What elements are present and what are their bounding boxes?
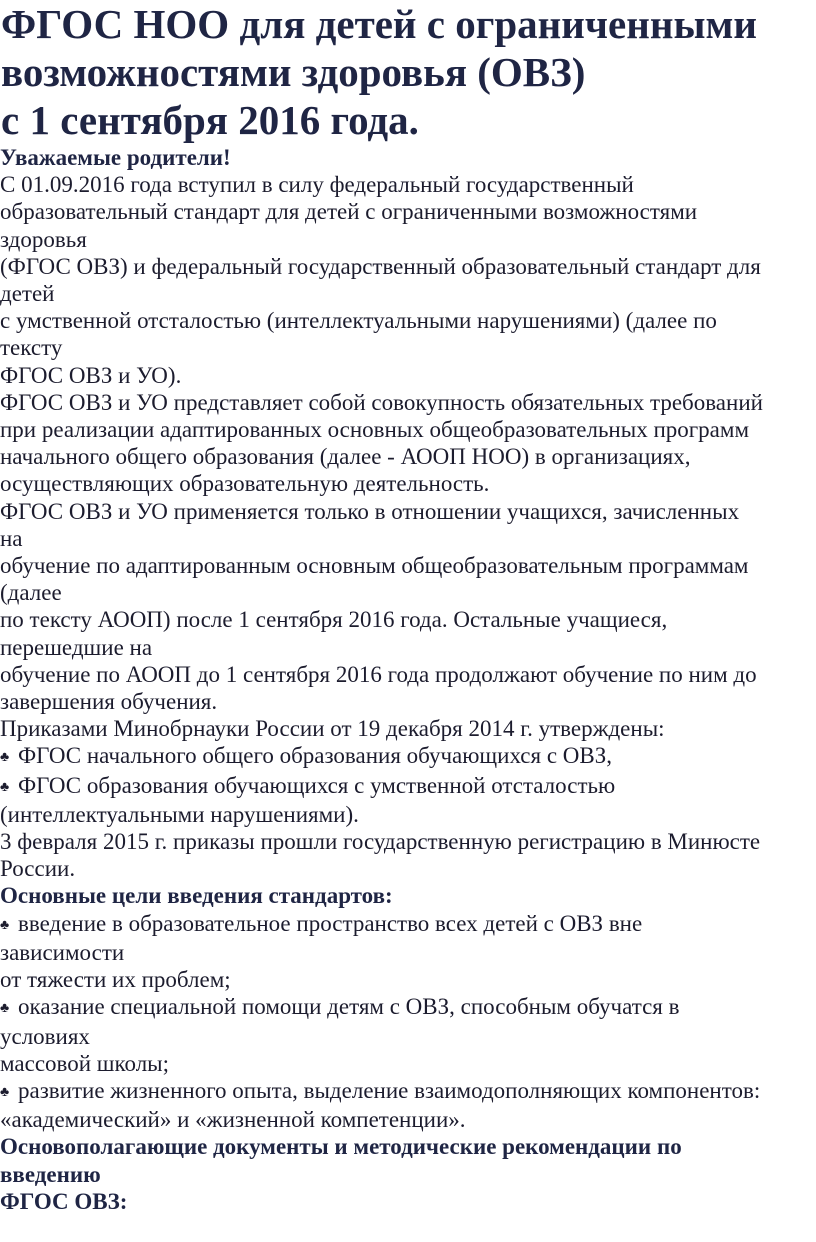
line-text: Основные цели введения стандартов:	[0, 883, 393, 909]
line-text: ФГОС ОВЗ и УО).	[0, 362, 182, 388]
line-text: введение в образовательное пространство всех детей с ОВЗ вне	[18, 910, 643, 936]
bold-heading-line	[0, 1161, 816, 1188]
club-bullet-icon: ♣	[0, 1084, 10, 1100]
text-line	[0, 226, 816, 253]
line-text: детей	[0, 281, 55, 307]
line-text: «академический» и «жизненной компетенции».	[0, 1107, 466, 1133]
text-line	[0, 661, 816, 688]
bold-heading-line	[0, 1188, 816, 1215]
line-text: (далее	[0, 580, 62, 606]
line-text: оказание специальной помощи детям с ОВЗ, способным обучатся в	[18, 994, 680, 1020]
line-text: ФГОС ОВЗ и УО представляет собой совокупность обязательных требований	[0, 389, 763, 415]
line-text: с умственной отсталостью (интеллектуальными нарушениями) (далее по	[0, 308, 717, 334]
text-line	[0, 1050, 816, 1077]
line-text: от тяжести их проблем;	[0, 967, 231, 993]
line-text: ФГОС начального общего образования обучающихся с ОВЗ,	[18, 743, 613, 769]
line-text: перешедшие на	[0, 634, 153, 660]
club-bullet-icon: ♣	[0, 917, 10, 933]
text-line	[0, 1106, 816, 1133]
page-title	[0, 0, 816, 144]
bullet-line	[0, 910, 816, 939]
line-text: (интеллектуальными нарушениями).	[0, 801, 359, 827]
line-text: обучение по АООП до 1 сентября 2016 года продолжают обучение по ним до	[0, 661, 757, 687]
line-text: по тексту АООП) после 1 сентября 2016 года. Остальные учащиеся,	[0, 607, 668, 633]
bold-heading-line	[0, 1133, 816, 1160]
title-line: с 1 сентября 2016 года.	[1, 97, 419, 143]
line-text: здоровья	[0, 226, 87, 252]
club-bullet-icon: ♣	[0, 750, 10, 766]
bullet-line	[0, 772, 816, 801]
bold-heading-line	[0, 144, 816, 171]
text-line	[0, 801, 816, 828]
text-line	[0, 498, 816, 525]
text-line	[0, 579, 816, 606]
line-text: ФГОС образования обучающихся с умственной отсталостью	[18, 772, 616, 798]
line-text: России.	[0, 856, 76, 882]
line-text: Основополагающие документы и методические рекомендации по	[0, 1134, 682, 1160]
bullet-line	[0, 1077, 816, 1106]
line-text: Уважаемые родители!	[0, 145, 231, 170]
line-text: 3 февраля 2015 г. приказы прошли государственную регистрацию в Минюсте	[0, 829, 761, 855]
text-line	[0, 688, 816, 715]
line-text: (ФГОС ОВЗ) и федеральный государственный образовательный стандарт для	[0, 253, 761, 279]
line-text: С 01.09.2016 года вступил в силу федеральный государственный	[0, 172, 634, 198]
bullet-line	[0, 742, 816, 771]
text-line	[0, 606, 816, 633]
line-text: развитие жизненного опыта, выделение взаимодополняющих компонентов:	[18, 1077, 761, 1103]
bold-heading-line	[0, 882, 816, 909]
text-line	[0, 939, 816, 966]
text-line	[0, 334, 816, 361]
line-text: Приказами Минобрнауки России от 19 декабря 2014 г. утверждены:	[0, 716, 665, 742]
line-text: обучение по адаптированным основным общеобразовательным программам	[0, 553, 749, 579]
line-text: зависимости	[0, 939, 125, 965]
text-line	[0, 253, 816, 280]
text-line	[0, 307, 816, 334]
line-text: ФГОС ОВЗ и УО применяется только в отношении учащихся, зачисленных	[0, 498, 740, 524]
line-text: завершения обучения.	[0, 689, 218, 715]
club-bullet-icon: ♣	[0, 1001, 10, 1017]
text-line	[0, 634, 816, 661]
line-text: начального общего образования (далее - АООП НОО) в организациях,	[0, 444, 691, 470]
line-text: на	[0, 525, 23, 551]
title-line: ФГОС НОО для детей с ограниченными	[1, 1, 758, 47]
line-text: тексту	[0, 335, 63, 361]
text-line	[0, 470, 816, 497]
document-body	[0, 144, 816, 1215]
bullet-line	[0, 993, 816, 1022]
text-line	[0, 280, 816, 307]
text-line	[0, 443, 816, 470]
text-line	[0, 552, 816, 579]
title-line: возможностями здоровья (ОВЗ)	[1, 49, 586, 95]
text-line	[0, 171, 816, 198]
text-line	[0, 362, 816, 389]
text-line	[0, 389, 816, 416]
text-line	[0, 966, 816, 993]
line-text: осуществляющих образовательную деятельность.	[0, 471, 490, 497]
club-bullet-icon: ♣	[0, 779, 10, 795]
text-line	[0, 1023, 816, 1050]
line-text: массовой школы;	[0, 1050, 170, 1076]
text-line	[0, 828, 816, 855]
text-line	[0, 198, 816, 225]
text-line	[0, 715, 816, 742]
line-text: при реализации адаптированных основных общеобразовательных программ	[0, 417, 750, 443]
line-text: образовательный стандарт для детей с ограниченными возможностями	[0, 199, 698, 225]
text-line	[0, 525, 816, 552]
line-text: условиях	[0, 1023, 90, 1049]
text-line	[0, 855, 816, 882]
text-line	[0, 416, 816, 443]
line-text: введению	[0, 1161, 101, 1187]
line-text: ФГОС ОВЗ:	[0, 1188, 128, 1214]
